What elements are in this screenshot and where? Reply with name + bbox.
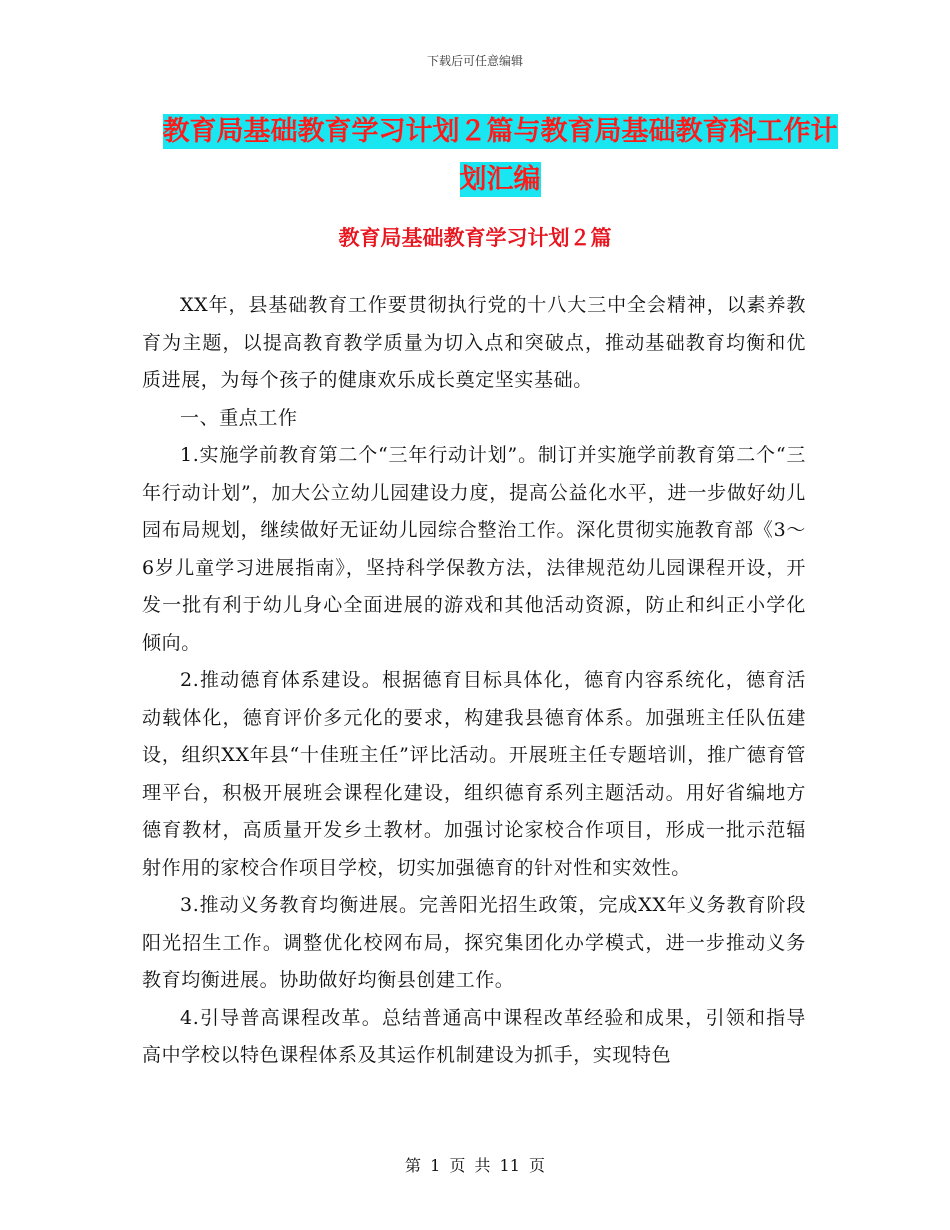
paragraph-item-1: 1.实施学前教育第二个“三年行动计划”。制订并实施学前教育第二个“三年行动计划”，加大公立幼儿园建设力度，提高公益化水平，进一步做好幼儿园布局规划，继续做好无证幼儿园综合整治工作。深化贯彻实施教育部《3～6岁儿童学习进展指南》，坚持科学保教方法，法律规范幼儿园课程开设，开发一批有利于幼儿身心全面进展的游戏和其他活动资源，防止和纠正小学化倾向。 [142, 444, 806, 654]
header-note: 下载后可任意编辑 [426, 54, 523, 68]
page-footer: 第 1 页 共 11 页 [405, 1156, 545, 1175]
section-title: 教育局基础教育学习计划２篇 [338, 226, 612, 250]
document-body [142, 287, 806, 1075]
document-main-title [150, 108, 850, 204]
paragraph-item-4: 4.引导普高课程改革。总结普通高中课程改革经验和成果，引领和指导高中学校以特色课程体系及其运作机制建设为抓手，实现特色 [142, 1006, 806, 1066]
paragraph-heading-key-work: 一、重点工作 [180, 406, 298, 429]
paragraph-item-3: 3.推动义务教育均衡进展。完善阳光招生政策，完成XX年义务教育阶段阳光招生工作。调整优化校网布局，探究集团化办学模式，进一步推动义务教育均衡进展。协助做好均衡县创建工作。 [142, 894, 806, 991]
paragraph-item-2: 2.推动德育体系建设。根据德育目标具体化，德育内容系统化，德育活动载体化，德育评价多元化的要求，构建我县德育体系。加强班主任队伍建设，组织XX年县“十佳班主任”评比活动。开展班主任专题培训，推广德育管理平台，积极开展班会课程化建设，组织德育系列主题活动。用好省编地方德育教材，高质量开发乡土教材。加强讨论家校合作项目，形成一批示范辐射作用的家校合作项目学校，切实加强德育的针对性和实效性。 [142, 669, 806, 879]
paragraph-intro: XX年，县基础教育工作要贯彻执行党的十八大三中全会精神，以素养教育为主题，以提高教育教学质量为切入点和突破点，推动基础教育均衡和优质进展，为每个孩子的健康欢乐成长奠定坚实基础。 [142, 294, 806, 391]
main-title-highlight: 教育局基础教育学习计划２篇与教育局基础教育科工作计划汇编 [162, 116, 838, 195]
